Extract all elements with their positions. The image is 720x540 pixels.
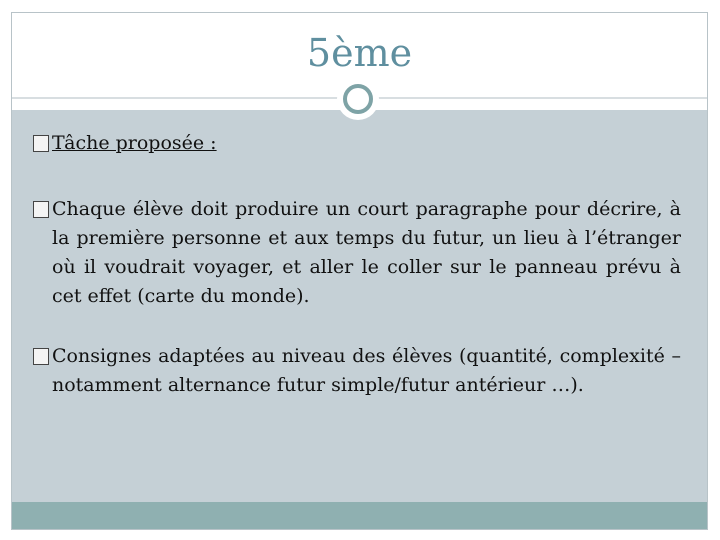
checkbox-bullet-icon (33, 201, 49, 218)
bullet-task-heading (33, 129, 273, 158)
circle-ornament-icon (337, 78, 379, 120)
checkbox-bullet-icon (33, 348, 49, 365)
slide-title: 5ème (306, 31, 413, 75)
footer-bar (12, 502, 707, 529)
ring-shape (343, 84, 373, 114)
bullet-text: Consignes adaptées au niveau des élèves (quantité, complexité – notamment alternance futur simple/futur antérieur …). (52, 345, 681, 396)
bullet-text: Chaque élève doit produire un court paragraphe pour décrire, à la première personne et aux temps du futur, un lieu à l’étranger où il voudrait voyager, et aller le coller sur le panneau prévu à cet effet (carte du monde). (52, 198, 681, 307)
checkbox-bullet-icon (33, 135, 49, 152)
bullet-text: Tâche proposée : (52, 132, 217, 154)
bullet-task-description (33, 195, 681, 311)
bullet-instructions (33, 342, 681, 400)
